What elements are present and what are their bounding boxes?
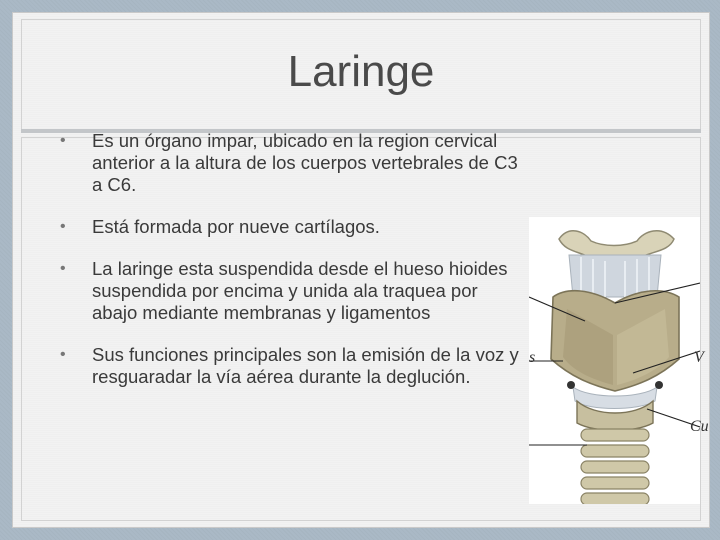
bullet-text: Es un órgano impar, ubicado en la region cervical anterior a la altura de los cuerpos vertebrales de C3 a C6. xyxy=(92,130,518,195)
bullet-item xyxy=(60,216,520,238)
larynx-drawing xyxy=(529,217,700,504)
bullet-dot: • xyxy=(60,132,66,149)
bullet-text: La laringe esta suspendida desde el hueso hioides suspendida por encima y unida ala traquea por abajo mediante membranas y ligamentos xyxy=(92,258,508,323)
partial-label-v: V xyxy=(694,349,704,366)
partial-label-s: s xyxy=(529,349,536,366)
bullet-item xyxy=(60,258,520,324)
larynx-illustration xyxy=(529,217,700,504)
partial-label-cu: Cu xyxy=(690,418,709,435)
bullet-dot: • xyxy=(60,260,66,277)
bullet-dot: • xyxy=(60,346,66,363)
bullet-text: Sus funciones principales son la emisión de la voz y resguaradar la vía aérea durante la deglución. xyxy=(92,344,519,387)
bullet-item xyxy=(60,344,520,388)
bullet-list xyxy=(60,130,520,388)
bullet-item xyxy=(60,130,520,196)
slide-title: Laringe xyxy=(287,47,435,96)
bullet-dot: • xyxy=(60,218,66,235)
bullet-text: Está formada por nueve cartílagos. xyxy=(92,216,380,237)
